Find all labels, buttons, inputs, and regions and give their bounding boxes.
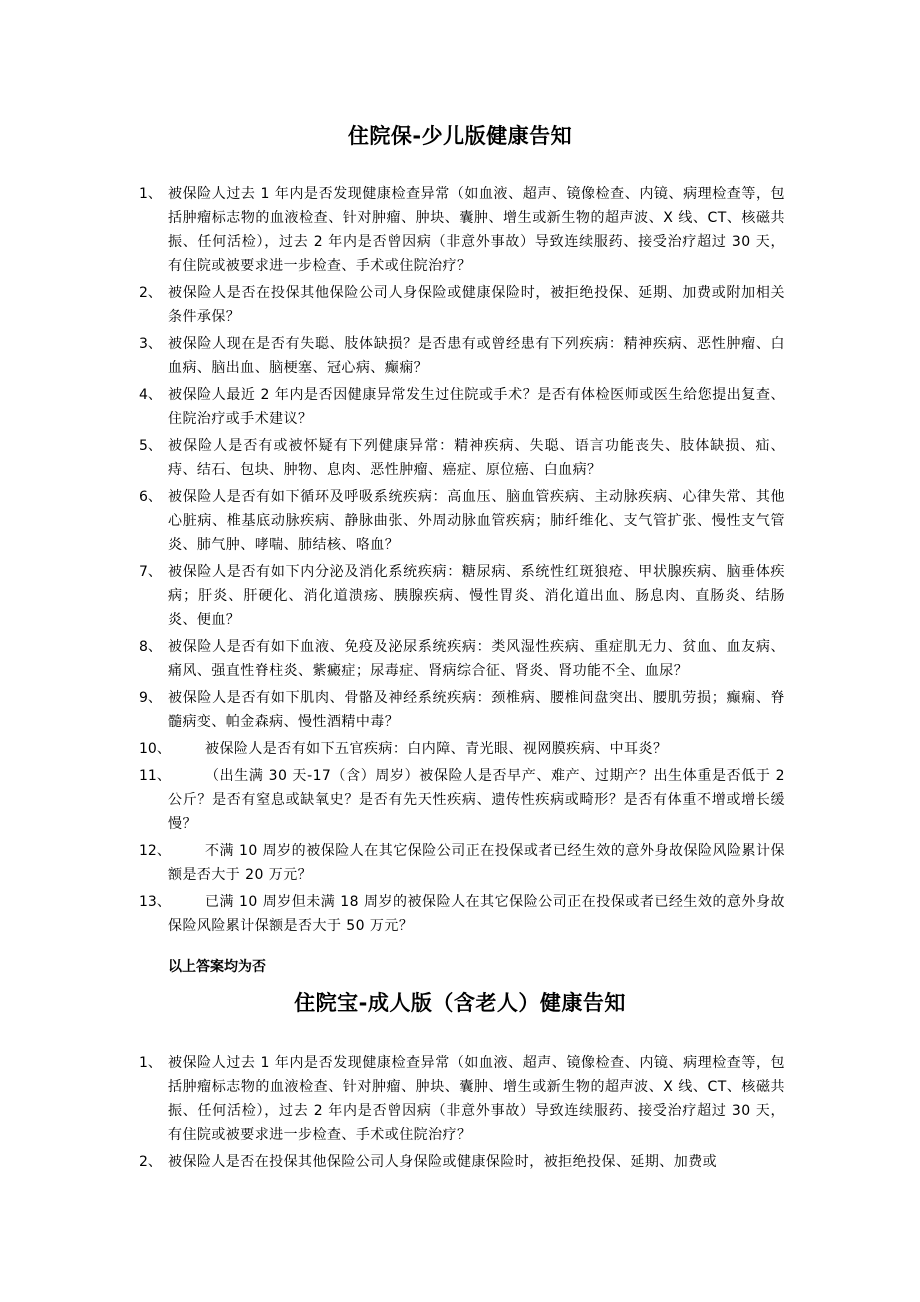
item-number: 2、 — [139, 1154, 162, 1170]
item-number: 3、 — [139, 336, 162, 352]
item-number: 5、 — [139, 438, 162, 454]
health-notice-list-child — [0, 182, 920, 941]
item-text: 被保险人是否有或被怀疑有下列健康异常：精神疾病、失聪、语言功能丧失、肢体缺损、疝、痔、结石、包块、肿物、息肉、恶性肿瘤、癌症、原位癌、白血病？ — [168, 438, 785, 478]
item-number: 8、 — [139, 639, 162, 655]
item-number: 1、 — [139, 1055, 162, 1071]
item-number: 6、 — [139, 489, 162, 505]
list-item — [0, 332, 920, 380]
item-text: 被保险人过去 1 年内是否发现健康检查异常（如血液、超声、镜像检查、内镜、病理检查等，包括肿瘤标志物的血液检查、针对肿瘤、肿块、囊肿、增生或新生物的超声波、X 线、CT、核磁共振、任何活检），过去 2 年内是否曾因病（非意外事故）导致连续服药、接受治疗超过 30 天，有住院或被要求进一步检查、手术或住院治疗？ — [168, 186, 785, 274]
section-title-child: 住院保-少儿版健康告知 — [347, 124, 573, 148]
item-text: 被保险人是否有如下肌肉、骨骼及神经系统疾病：颈椎病、腰椎间盘突出、腰肌劳损；癫痫、脊髓病变、帕金森病、慢性酒精中毒？ — [168, 690, 785, 730]
item-text: 被保险人是否有如下五官疾病：白内障、青光眼、视网膜疾病、中耳炎？ — [205, 741, 668, 757]
list-item — [0, 839, 920, 887]
list-item — [0, 686, 920, 734]
item-number: 10、 — [139, 741, 171, 757]
item-number: 7、 — [139, 564, 162, 580]
item-text: 被保险人最近 2 年内是否因健康异常发生过住院或手术？是否有体检医师或医生给您提出复查、住院治疗或手术建议？ — [168, 387, 785, 427]
list-item — [0, 764, 920, 836]
list-item — [0, 434, 920, 482]
item-text: 不满 10 周岁的被保险人在其它保险公司正在投保或者已经生效的意外身故保险风险累计保额是否大于 20 万元？ — [168, 843, 785, 883]
list-item — [0, 281, 920, 329]
item-text: 已满 10 周岁但未满 18 周岁的被保险人在其它保险公司正在投保或者已经生效的意外身故保险风险累计保额是否大于 50 万元？ — [168, 894, 785, 934]
list-item — [0, 635, 920, 683]
item-number: 11、 — [139, 768, 171, 784]
item-text: 被保险人是否有如下内分泌及消化系统疾病：糖尿病、系统性红斑狼疮、甲状腺疾病、脑垂体疾病；肝炎、肝硬化、消化道溃疡、胰腺疾病、慢性胃炎、消化道出血、肠息肉、直肠炎、结肠炎、便血？ — [168, 564, 785, 628]
item-text: 被保险人现在是否有失聪、肢体缺损？是否患有或曾经患有下列疾病：精神疾病、恶性肿瘤、白血病、脑出血、脑梗塞、冠心病、癫痫？ — [168, 336, 785, 376]
item-text: 被保险人过去 1 年内是否发现健康检查异常（如血液、超声、镜像检查、内镜、病理检查等，包括肿瘤标志物的血液检查、针对肿瘤、肿块、囊肿、增生或新生物的超声波、X 线、CT、核磁共振、任何活检），过去 2 年内是否曾因病（非意外事故）导致连续服药、接受治疗超过 30 天，有住院或被要求进一步检查、手术或住院治疗？ — [168, 1055, 785, 1143]
health-notice-list-adult — [0, 1051, 920, 1177]
item-text: 被保险人是否有如下血液、免疫及泌尿系统疾病：类风湿性疾病、重症肌无力、贫血、血友病、痛风、强直性脊柱炎、紫癜症；尿毒症、肾病综合征、肾炎、肾功能不全、血尿？ — [168, 639, 785, 679]
list-item — [0, 182, 920, 278]
list-item — [0, 383, 920, 431]
answers-note: 以上答案均为否 — [168, 959, 266, 975]
list-item — [0, 560, 920, 632]
list-item — [0, 1051, 920, 1147]
item-text: 被保险人是否有如下循环及呼吸系统疾病：高血压、脑血管疾病、主动脉疾病、心律失常、其他心脏病、椎基底动脉疾病、静脉曲张、外周动脉血管疾病；肺纤维化、支气管扩张、慢性支气管炎、肺气肿、哮喘、肺结核、咯血？ — [168, 489, 785, 553]
item-number: 13、 — [139, 894, 171, 910]
item-number: 12、 — [139, 843, 171, 859]
item-text: 被保险人是否在投保其他保险公司人身保险或健康保险时，被拒绝投保、延期、加费或附加相关条件承保？ — [168, 285, 785, 325]
item-number: 9、 — [139, 690, 162, 706]
item-text: （出生满 30 天-17（含）周岁）被保险人是否早产、难产、过期产？出生体重是否低于 2 公斤？是否有窒息或缺氧史？是否有先天性疾病、遗传性疾病或畸形？是否有体重不增或增长缓慢？ — [168, 768, 785, 832]
list-item — [0, 737, 920, 761]
item-number: 2、 — [139, 285, 162, 301]
item-number: 1、 — [139, 186, 162, 202]
section-title-adult: 住院宝-成人版（含老人）健康告知 — [294, 991, 626, 1015]
list-item — [0, 890, 920, 938]
list-item — [0, 485, 920, 557]
item-number: 4、 — [139, 387, 162, 403]
list-item — [0, 1150, 920, 1174]
item-text: 被保险人是否在投保其他保险公司人身保险或健康保险时，被拒绝投保、延期、加费或 — [168, 1154, 718, 1170]
